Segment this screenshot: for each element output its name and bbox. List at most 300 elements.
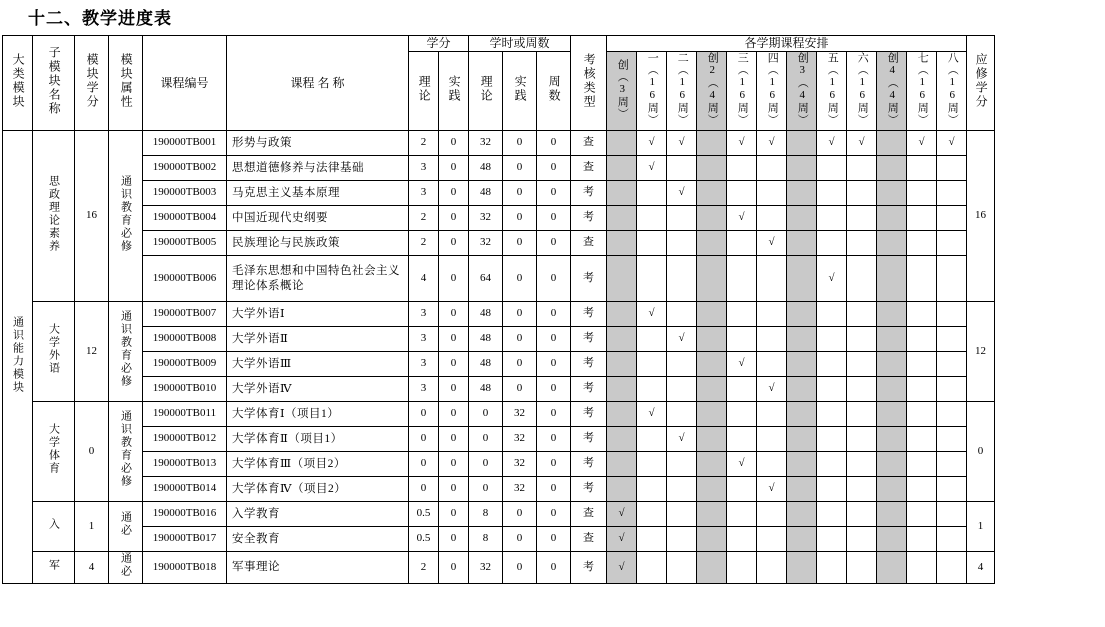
cell-hours-practice: 0 [503,352,537,377]
cell-hours-weeks: 0 [537,377,571,402]
cell-hours-theory: 32 [469,552,503,584]
cell-term-4 [727,527,757,552]
cell-hours-weeks: 0 [537,477,571,502]
cell-term-11 [937,156,967,181]
cell-hours-practice: 0 [503,181,537,206]
cell-term-2: √ [667,131,697,156]
cell-hours-theory: 0 [469,402,503,427]
cell-required-credits: 1 [967,502,995,552]
group-terms: 各学期课程安排 [607,36,967,52]
cell-term-11 [937,377,967,402]
cell-credit-theory: 0 [409,427,439,452]
cell-exam-type: 考 [571,352,607,377]
cell-term-7 [817,527,847,552]
col-hours-weeks: 周数 [537,52,571,131]
cell-term-8 [847,181,877,206]
cell-term-1: √ [637,302,667,327]
cell-exam-type: 查 [571,131,607,156]
cell-term-2: √ [667,327,697,352]
cell-course-code: 190000TB004 [143,206,227,231]
cell-hours-theory: 32 [469,131,503,156]
cell-exam-type: 考 [571,402,607,427]
cell-term-3 [697,452,727,477]
cell-term-6 [787,427,817,452]
cell-term-1 [637,327,667,352]
cell-term-2 [667,502,697,527]
cell-term-2 [667,527,697,552]
cell-course-name: 大学体育Ⅱ（项目1） [227,427,409,452]
cell-term-11 [937,352,967,377]
cell-course-name: 大学外语Ⅰ [227,302,409,327]
cell-hours-theory: 8 [469,527,503,552]
cell-term-11 [937,231,967,256]
cell-term-2 [667,477,697,502]
cell-term-2: √ [667,427,697,452]
cell-term-7 [817,502,847,527]
cell-term-3 [697,477,727,502]
cell-term-2 [667,402,697,427]
table-row [3,477,995,502]
cell-credit-practice: 0 [439,452,469,477]
cell-term-1: √ [637,156,667,181]
cell-term-9 [877,552,907,584]
cell-term-6 [787,327,817,352]
col-term-10: 七（16周） [907,52,937,131]
cell-submodule-name: 大学外语 [33,302,75,402]
cell-term-10 [907,206,937,231]
cell-term-10 [907,156,937,181]
cell-credit-theory: 0 [409,402,439,427]
cell-term-11 [937,402,967,427]
cell-credit-practice: 0 [439,527,469,552]
cell-term-11 [937,477,967,502]
cell-hours-weeks: 0 [537,402,571,427]
cell-hours-weeks: 0 [537,452,571,477]
col-term-9: 创4（4周） [877,52,907,131]
cell-hours-theory: 48 [469,302,503,327]
col-term-0: 创（3周） [607,52,637,131]
col-course-code: 课程编号 [143,36,227,131]
cell-term-5: √ [757,231,787,256]
cell-term-0 [607,402,637,427]
cell-term-8 [847,352,877,377]
cell-term-3 [697,327,727,352]
cell-term-0 [607,427,637,452]
cell-hours-weeks: 0 [537,352,571,377]
cell-term-5 [757,256,787,302]
cell-term-6 [787,477,817,502]
cell-term-4 [727,502,757,527]
cell-exam-type: 考 [571,477,607,502]
cell-term-1 [637,377,667,402]
cell-hours-theory: 48 [469,156,503,181]
table-body [3,131,995,584]
cell-submodule-name: 入 [33,502,75,552]
cell-term-10 [907,427,937,452]
cell-exam-type: 考 [571,206,607,231]
cell-hours-theory: 8 [469,502,503,527]
cell-term-7 [817,327,847,352]
cell-course-name: 思想道德修养与法律基础 [227,156,409,181]
cell-course-name: 大学外语Ⅲ [227,352,409,377]
cell-term-7 [817,156,847,181]
cell-course-name: 中国近现代史纲要 [227,206,409,231]
table-row [3,156,995,181]
cell-course-code: 190000TB009 [143,352,227,377]
cell-term-4: √ [727,131,757,156]
cell-term-4: √ [727,206,757,231]
cell-course-name: 军事理论 [227,552,409,584]
cell-term-11 [937,527,967,552]
cell-course-code: 190000TB016 [143,502,227,527]
cell-term-5 [757,402,787,427]
table-row [3,206,995,231]
cell-credit-theory: 3 [409,327,439,352]
cell-exam-type: 查 [571,231,607,256]
col-term-5: 四（16周） [757,52,787,131]
cell-course-name: 大学体育Ⅰ（项目1） [227,402,409,427]
cell-term-6 [787,352,817,377]
cell-required-credits: 16 [967,131,995,302]
cell-term-7 [817,352,847,377]
cell-course-name: 马克思主义基本原理 [227,181,409,206]
cell-term-10 [907,527,937,552]
cell-course-code: 190000TB006 [143,256,227,302]
col-term-6: 创3（4周） [787,52,817,131]
cell-exam-type: 考 [571,377,607,402]
cell-hours-practice: 0 [503,131,537,156]
cell-credit-practice: 0 [439,131,469,156]
table-row [3,427,995,452]
cell-credit-practice: 0 [439,427,469,452]
col-term-2: 二（16周） [667,52,697,131]
cell-hours-practice: 0 [503,377,537,402]
cell-term-4 [727,402,757,427]
cell-hours-practice: 0 [503,302,537,327]
cell-term-6 [787,452,817,477]
cell-term-5 [757,352,787,377]
cell-module-credits: 4 [75,552,109,584]
cell-credit-theory: 0 [409,452,439,477]
cell-term-0 [607,181,637,206]
cell-term-8 [847,427,877,452]
cell-hours-practice: 0 [503,527,537,552]
cell-hours-theory: 48 [469,377,503,402]
cell-exam-type: 查 [571,156,607,181]
cell-course-name: 大学外语Ⅳ [227,377,409,402]
cell-term-6 [787,552,817,584]
cell-term-0: √ [607,552,637,584]
cell-term-0 [607,452,637,477]
cell-hours-practice: 0 [503,502,537,527]
cell-term-0 [607,352,637,377]
cell-term-0 [607,302,637,327]
cell-term-1 [637,181,667,206]
col-term-3: 创2（4周） [697,52,727,131]
cell-term-8 [847,527,877,552]
cell-course-code: 190000TB001 [143,131,227,156]
cell-hours-practice: 0 [503,206,537,231]
cell-term-3 [697,427,727,452]
cell-term-1 [637,477,667,502]
cell-credit-theory: 3 [409,181,439,206]
cell-hours-practice: 32 [503,452,537,477]
col-category: 大类模块 [3,36,33,131]
cell-term-5: √ [757,377,787,402]
cell-term-1 [637,206,667,231]
cell-term-10 [907,502,937,527]
cell-term-7 [817,181,847,206]
cell-term-0 [607,377,637,402]
cell-term-2 [667,552,697,584]
cell-term-11 [937,206,967,231]
cell-term-0 [607,231,637,256]
cell-term-8 [847,477,877,502]
cell-term-5 [757,206,787,231]
table-row [3,352,995,377]
cell-term-3 [697,181,727,206]
cell-credit-theory: 0.5 [409,502,439,527]
cell-term-3 [697,206,727,231]
cell-term-4 [727,377,757,402]
cell-term-5 [757,181,787,206]
cell-credit-practice: 0 [439,206,469,231]
cell-term-2 [667,302,697,327]
header-row-1 [3,36,995,52]
col-module-attr: 模块属性 [109,36,143,131]
cell-hours-theory: 32 [469,206,503,231]
cell-term-1 [637,452,667,477]
cell-credit-theory: 3 [409,377,439,402]
cell-term-5 [757,156,787,181]
cell-course-code: 190000TB008 [143,327,227,352]
cell-term-3 [697,527,727,552]
col-term-1: 一（16周） [637,52,667,131]
cell-term-4 [727,181,757,206]
cell-hours-theory: 0 [469,427,503,452]
cell-course-code: 190000TB003 [143,181,227,206]
cell-module-credits: 16 [75,131,109,302]
cell-hours-weeks: 0 [537,231,571,256]
cell-hours-weeks: 0 [537,131,571,156]
cell-term-7 [817,402,847,427]
cell-credit-theory: 2 [409,552,439,584]
table-header [3,36,995,131]
cell-term-7 [817,231,847,256]
cell-term-6 [787,206,817,231]
cell-hours-theory: 48 [469,352,503,377]
cell-course-name: 民族理论与民族政策 [227,231,409,256]
cell-credit-practice: 0 [439,377,469,402]
cell-term-6 [787,377,817,402]
cell-course-name: 入学教育 [227,502,409,527]
cell-exam-type: 考 [571,552,607,584]
cell-term-0: √ [607,527,637,552]
cell-term-3 [697,352,727,377]
cell-term-1: √ [637,131,667,156]
cell-term-8 [847,552,877,584]
cell-credit-practice: 0 [439,181,469,206]
teaching-schedule-table [2,35,995,584]
cell-term-2 [667,452,697,477]
cell-term-8 [847,156,877,181]
cell-term-9 [877,156,907,181]
cell-term-0: √ [607,502,637,527]
cell-term-2 [667,377,697,402]
cell-credit-theory: 0 [409,477,439,502]
cell-course-code: 190000TB014 [143,477,227,502]
cell-exam-type: 考 [571,452,607,477]
cell-term-0 [607,256,637,302]
cell-term-10 [907,181,937,206]
cell-module-attr: 通必 [109,552,143,584]
cell-term-11: √ [937,131,967,156]
cell-exam-type: 考 [571,181,607,206]
cell-hours-weeks: 0 [537,302,571,327]
cell-credit-theory: 0.5 [409,527,439,552]
cell-hours-practice: 0 [503,327,537,352]
cell-term-5 [757,327,787,352]
table-row [3,402,995,427]
cell-submodule-name: 大学体育 [33,402,75,502]
cell-course-name: 大学外语Ⅱ [227,327,409,352]
cell-term-4 [727,256,757,302]
cell-term-1 [637,231,667,256]
cell-hours-theory: 64 [469,256,503,302]
cell-term-9 [877,452,907,477]
cell-term-5 [757,427,787,452]
cell-hours-weeks: 0 [537,327,571,352]
cell-term-11 [937,502,967,527]
col-term-8: 六（16周） [847,52,877,131]
cell-hours-weeks: 0 [537,552,571,584]
cell-hours-practice: 32 [503,477,537,502]
table-row [3,256,995,302]
cell-term-6 [787,302,817,327]
cell-course-name: 毛泽东思想和中国特色社会主义理论体系概论 [227,256,409,302]
cell-required-credits: 0 [967,402,995,502]
cell-term-5 [757,502,787,527]
cell-term-4 [727,156,757,181]
cell-term-7 [817,377,847,402]
cell-term-9 [877,206,907,231]
cell-course-name: 形势与政策 [227,131,409,156]
cell-term-11 [937,256,967,302]
cell-term-9 [877,256,907,302]
cell-credit-practice: 0 [439,327,469,352]
cell-term-0 [607,156,637,181]
cell-hours-practice: 32 [503,427,537,452]
cell-term-5 [757,302,787,327]
cell-term-9 [877,231,907,256]
col-exam-type: 考核类型 [571,36,607,131]
cell-term-5 [757,527,787,552]
cell-term-3 [697,502,727,527]
cell-exam-type: 考 [571,256,607,302]
cell-term-8: √ [847,131,877,156]
cell-term-3 [697,156,727,181]
cell-course-name: 安全教育 [227,527,409,552]
cell-term-1 [637,502,667,527]
cell-term-9 [877,502,907,527]
cell-term-9 [877,352,907,377]
cell-term-10 [907,452,937,477]
cell-term-2 [667,231,697,256]
cell-course-code: 190000TB007 [143,302,227,327]
cell-term-4 [727,552,757,584]
page-title: 十二、教学进度表 [28,9,172,28]
cell-course-code: 190000TB017 [143,527,227,552]
cell-term-7 [817,302,847,327]
cell-term-9 [877,477,907,502]
cell-module-attr: 通识教育必修 [109,131,143,302]
cell-credit-practice: 0 [439,302,469,327]
cell-term-1 [637,552,667,584]
table-row [3,552,995,584]
cell-hours-practice: 32 [503,402,537,427]
cell-term-4: √ [727,452,757,477]
cell-hours-weeks: 0 [537,181,571,206]
cell-term-7 [817,427,847,452]
cell-credit-practice: 0 [439,156,469,181]
cell-credit-theory: 3 [409,156,439,181]
cell-term-3 [697,552,727,584]
cell-module-credits: 0 [75,402,109,502]
cell-exam-type: 考 [571,327,607,352]
cell-term-11 [937,552,967,584]
cell-hours-weeks: 0 [537,527,571,552]
cell-term-8 [847,377,877,402]
cell-module-attr: 通识教育必修 [109,402,143,502]
cell-term-4 [727,231,757,256]
cell-hours-theory: 32 [469,231,503,256]
cell-term-7 [817,206,847,231]
cell-hours-theory: 48 [469,327,503,352]
col-hours-practice: 实践 [503,52,537,131]
cell-term-10 [907,256,937,302]
cell-term-5: √ [757,477,787,502]
table-row [3,302,995,327]
cell-term-11 [937,452,967,477]
cell-term-6 [787,502,817,527]
cell-category: 通识能力模块 [3,131,33,584]
group-credits: 学分 [409,36,469,52]
cell-term-8 [847,502,877,527]
cell-module-credits: 1 [75,502,109,552]
cell-course-name: 大学体育Ⅲ（项目2） [227,452,409,477]
cell-term-6 [787,181,817,206]
cell-term-11 [937,427,967,452]
cell-term-10 [907,327,937,352]
col-credit-practice: 实践 [439,52,469,131]
cell-term-10 [907,302,937,327]
cell-credit-practice: 0 [439,352,469,377]
cell-term-8 [847,206,877,231]
cell-term-9 [877,302,907,327]
cell-module-attr: 通必 [109,502,143,552]
cell-term-6 [787,156,817,181]
cell-term-7 [817,477,847,502]
cell-hours-practice: 0 [503,552,537,584]
table-row [3,502,995,527]
cell-term-3 [697,302,727,327]
cell-term-5 [757,552,787,584]
cell-term-10 [907,231,937,256]
cell-term-6 [787,402,817,427]
col-module-credits: 模块学分 [75,36,109,131]
col-term-4: 三（16周） [727,52,757,131]
cell-course-code: 190000TB012 [143,427,227,452]
